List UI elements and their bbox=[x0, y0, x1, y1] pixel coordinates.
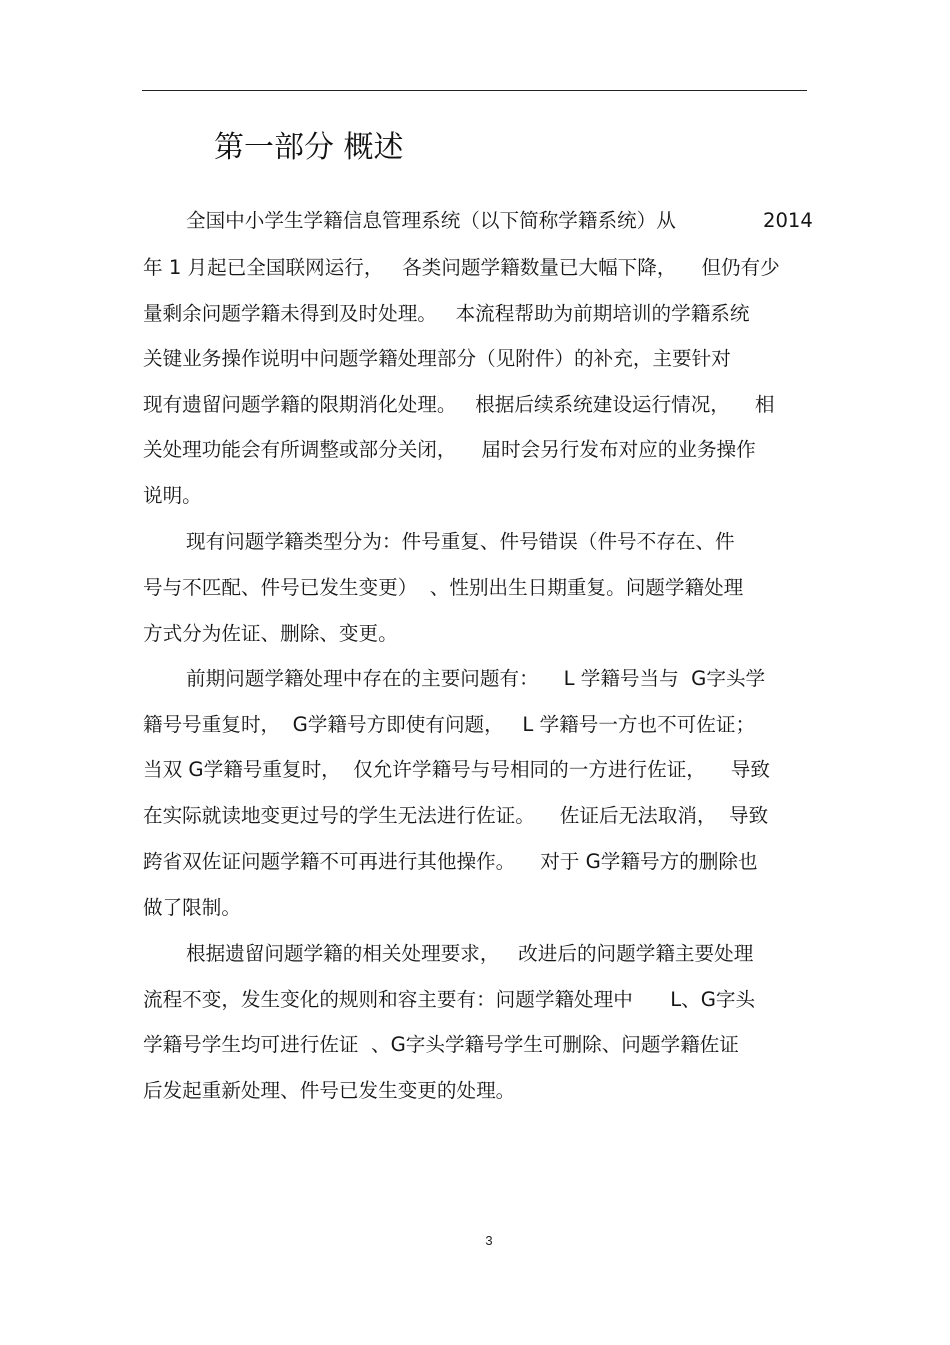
paragraph-line: 跨省双佐证问题学籍不可再进行其他操作。 对于 G学籍号方的删除也 bbox=[143, 850, 758, 873]
paragraph-line: 关键业务操作说明中问题学籍处理部分（见附件）的补充，主要针对 bbox=[143, 347, 731, 370]
paragraph-line: 做了限制。 bbox=[143, 896, 241, 919]
paragraph-line: 籍号号重复时， G学籍号方即使有问题， L 学籍号一方也不可佐证； bbox=[143, 713, 756, 736]
paragraph-line: 关处理功能会有所调整或部分关闭， 届时会另行发布对应的业务操作 bbox=[143, 438, 756, 461]
paragraph-line: 学籍号学生均可进行佐证 、G字头学籍号学生可删除、问题学籍佐证 bbox=[143, 1033, 739, 1056]
paragraph-line: 流程不变，发生变化的规则和容主要有：问题学籍处理中 L、G字头 bbox=[143, 988, 756, 1011]
section-heading: 第一部分 概述 bbox=[214, 130, 404, 165]
paragraph-line: 量剩余问题学籍未得到及时处理。 本流程帮助为前期培训的学籍系统 bbox=[143, 302, 750, 325]
year-value: 2014 bbox=[763, 209, 813, 232]
paragraph-line: 说明。 bbox=[143, 484, 202, 507]
page-number: 3 bbox=[485, 1233, 493, 1248]
paragraph-line: 前期问题学籍处理中存在的主要问题有： L 学籍号当与 G字头学 bbox=[186, 667, 766, 690]
paragraph-line: 后发起重新处理、件号已发生变更的处理。 bbox=[143, 1079, 516, 1102]
paragraph-line: 根据遗留问题学籍的相关处理要求， 改进后的问题学籍主要处理 bbox=[186, 942, 754, 965]
paragraph-line: 现有问题学籍类型分为：件号重复、件号错误（件号不存在、件 bbox=[186, 530, 735, 553]
paragraph-line: 在实际就读地变更过号的学生无法进行佐证。 佐证后无法取消， 导致 bbox=[143, 804, 769, 827]
paragraph-line: 方式分为佐证、删除、变更。 bbox=[143, 622, 398, 645]
paragraph-line: 全国中小学生学籍信息管理系统（以下简称学籍系统）从 bbox=[186, 209, 676, 232]
paragraph-line: 当双 G学籍号重复时， 仅允许学籍号与号相同的一方进行佐证， 导致 bbox=[143, 758, 770, 781]
header-rule bbox=[142, 90, 807, 91]
paragraph-line: 号与不匹配、件号已发生变更） 、性别出生日期重复。问题学籍处理 bbox=[143, 576, 744, 599]
paragraph-line: 年 1 月起已全国联网运行， 各类问题学籍数量已大幅下降， 但仍有少 bbox=[143, 256, 780, 279]
paragraph-line: 现有遗留问题学籍的限期消化处理。 根据后续系统建设运行情况， 相 bbox=[143, 393, 775, 416]
